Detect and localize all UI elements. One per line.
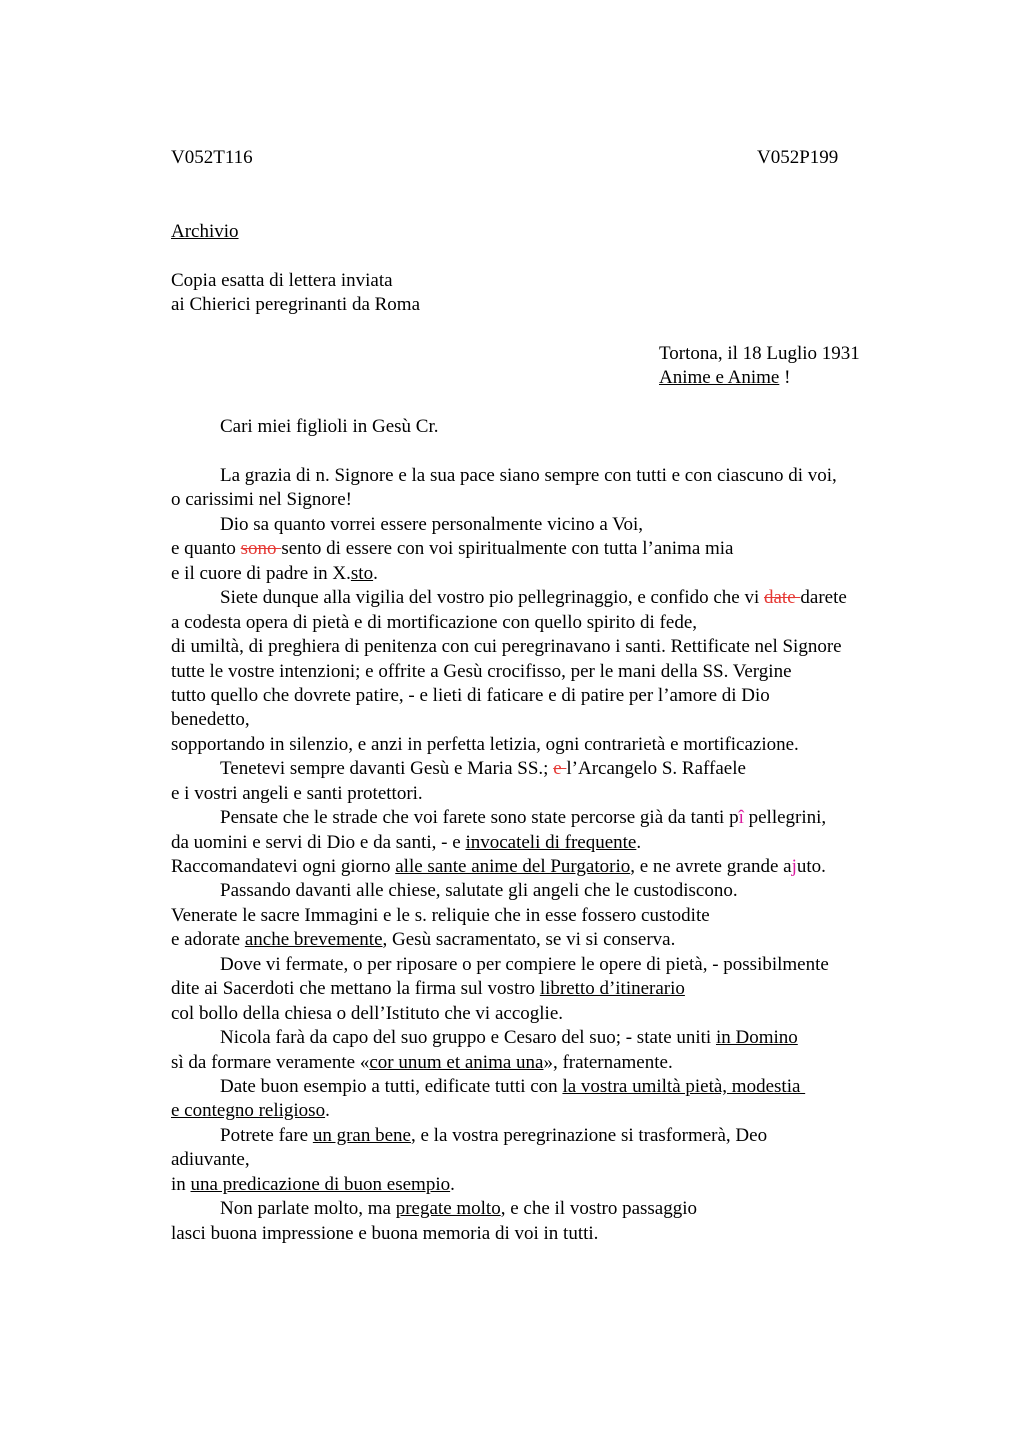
deleted-text: date [764,587,801,609]
text-line: Dove vi fermate, o per riposare o per compiere le opere di pietà, - possibilmente [220,953,829,975]
text-line: Dio sa quanto vorrei essere personalmente vicino a Voi, [220,513,643,535]
text-line: sopportando in silenzio, e anzi in perfetta letizia, ogni contrarietà e mortificazione. [171,733,799,755]
underlined-text: in Domino [715,1027,798,1049]
text-run: . [373,562,378,584]
letter-header [171,269,420,317]
underlined-text: pregate molto [395,1198,501,1220]
text-run: uto. [796,856,826,877]
underlined-text: cor unum et anima una [369,1051,544,1073]
underlined-text: un gran bene [312,1124,411,1146]
inserted-text: î [738,807,744,829]
motto: Anime e Anime [659,367,780,388]
text-line [171,1173,931,1197]
underlined-text: alle sante anime del Purgatorio [395,856,631,877]
text-line [171,806,931,830]
motto-suffix: ! [779,367,791,388]
text-run: , Gesù sacramentato, se vi si conserva. [382,929,676,951]
text-run: darete [800,587,847,609]
underlined-text: sto [350,562,374,584]
text-run: Raccomandatevi ogni giorno [171,856,396,877]
text-line [171,1026,931,1050]
text-line [171,562,931,586]
header-line: ai Chierici peregrinanti da Roma [171,294,421,315]
deleted-text: sono [240,538,282,560]
text-run: sì da formare veramente « [171,1051,370,1073]
underlined-text: libretto d’itinerario [539,978,685,1000]
text-line: di umiltà, di preghiera di penitenza con cui peregrinavano i santi. Rettificate nel Signore [171,636,842,658]
text-run: . [325,1100,330,1122]
text-line: e i vostri angeli e santi protettori. [171,782,423,804]
text-line: o carissimi nel Signore! [171,489,352,511]
document-code-right: V052P199 [757,147,839,168]
text-run: e il cuore di padre in X. [171,562,351,584]
text-run: Non parlate molto, ma [220,1198,396,1220]
text-line [171,586,931,610]
document-code-left: V052T116 [171,147,253,168]
text-run: . [450,1173,455,1195]
text-line [171,1197,931,1221]
place-date-block [659,342,860,390]
text-line: Passando davanti alle chiese, salutate gli angeli che le custodiscono. [220,880,738,902]
greeting: Cari miei figlioli in Gesù Cr. [220,416,439,437]
underlined-text: e contegno religioso [171,1100,326,1122]
text-line [171,1099,931,1123]
text-line [171,1124,931,1148]
deleted-text: e [553,758,567,780]
place-date: Tortona, il 18 Luglio 1931 [659,343,860,364]
text-line [171,855,931,879]
text-line: a codesta opera di pietà e di mortificazione con quello spirito di fede, [171,611,697,633]
text-run: Nicola farà da capo del suo gruppo e Cesaro del suo; - state uniti [220,1027,716,1049]
motto-line [659,366,860,390]
text-line: La grazia di n. Signore e la sua pace siano sempre con tutti e con ciascuno di voi, [220,465,837,486]
text-line: adiuvante, [171,1149,250,1171]
text-line [171,537,931,561]
text-line [171,831,931,855]
text-run: dite ai Sacerdoti che mettano la firma sul vostro [171,978,540,1000]
underlined-text: una predicazione di buon esempio [190,1173,451,1195]
inserted-text: j [791,856,797,877]
text-run: l’Arcangelo S. Raffaele [566,758,746,780]
text-line: benedetto, [171,709,250,731]
underlined-text: invocateli di frequente [465,831,637,853]
text-run: Siete dunque alla vigilia del vostro pio pellegrinaggio, e confido che vi [220,587,764,609]
text-run: Pensate che le strade che voi farete sono state percorse già da tanti p [220,807,739,829]
archive-label: Archivio [171,221,239,242]
text-run: , e la vostra peregrinazione si trasformerà, Deo [410,1124,768,1146]
text-run: e adorate [171,929,245,951]
text-run: Potrete fare [220,1124,313,1146]
letter-body [171,464,931,1246]
text-line [171,1075,931,1099]
text-line [171,977,931,1001]
header-line: Copia esatta di lettera inviata [171,270,393,291]
underlined-text: anche brevemente [244,929,383,951]
text-run: Date buon esempio a tutti, edificate tutti con [220,1075,563,1097]
text-run: da uomini e servi di Dio e da santi, - e [171,831,466,853]
text-run: », fraternamente. [543,1051,673,1073]
text-line [171,1051,931,1075]
text-line: lasci buona impressione e buona memoria di voi in tutti. [171,1222,599,1244]
text-run: in [171,1173,191,1195]
text-line: Venerate le sacre Immagini e le s. reliquie che in esse fossero custodite [171,904,710,926]
text-run: Tenetevi sempre davanti Gesù e Maria SS.; [220,758,554,780]
text-line: col bollo della chiesa o dell’Istituto che vi accoglie. [171,1002,564,1024]
text-line: tutto quello che dovrete patire, - e lieti di faticare e di patire per l’amore di Dio [171,684,770,706]
text-run: sento di essere con voi spiritualmente con tutta l’anima mia [281,538,734,560]
text-line [171,757,931,781]
text-run: pellegrini, [743,807,827,829]
text-run: , e ne avrete grande a [630,856,792,877]
text-run: . [636,831,642,853]
text-run: e quanto [171,538,241,560]
underlined-text: la vostra umiltà pietà, modestia [562,1075,806,1097]
text-run: , e che il vostro passaggio [500,1198,698,1220]
text-line: tutte le vostre intenzioni; e offrite a Gesù crocifisso, per le mani della SS. Vergine [171,660,792,682]
text-line [171,928,931,952]
